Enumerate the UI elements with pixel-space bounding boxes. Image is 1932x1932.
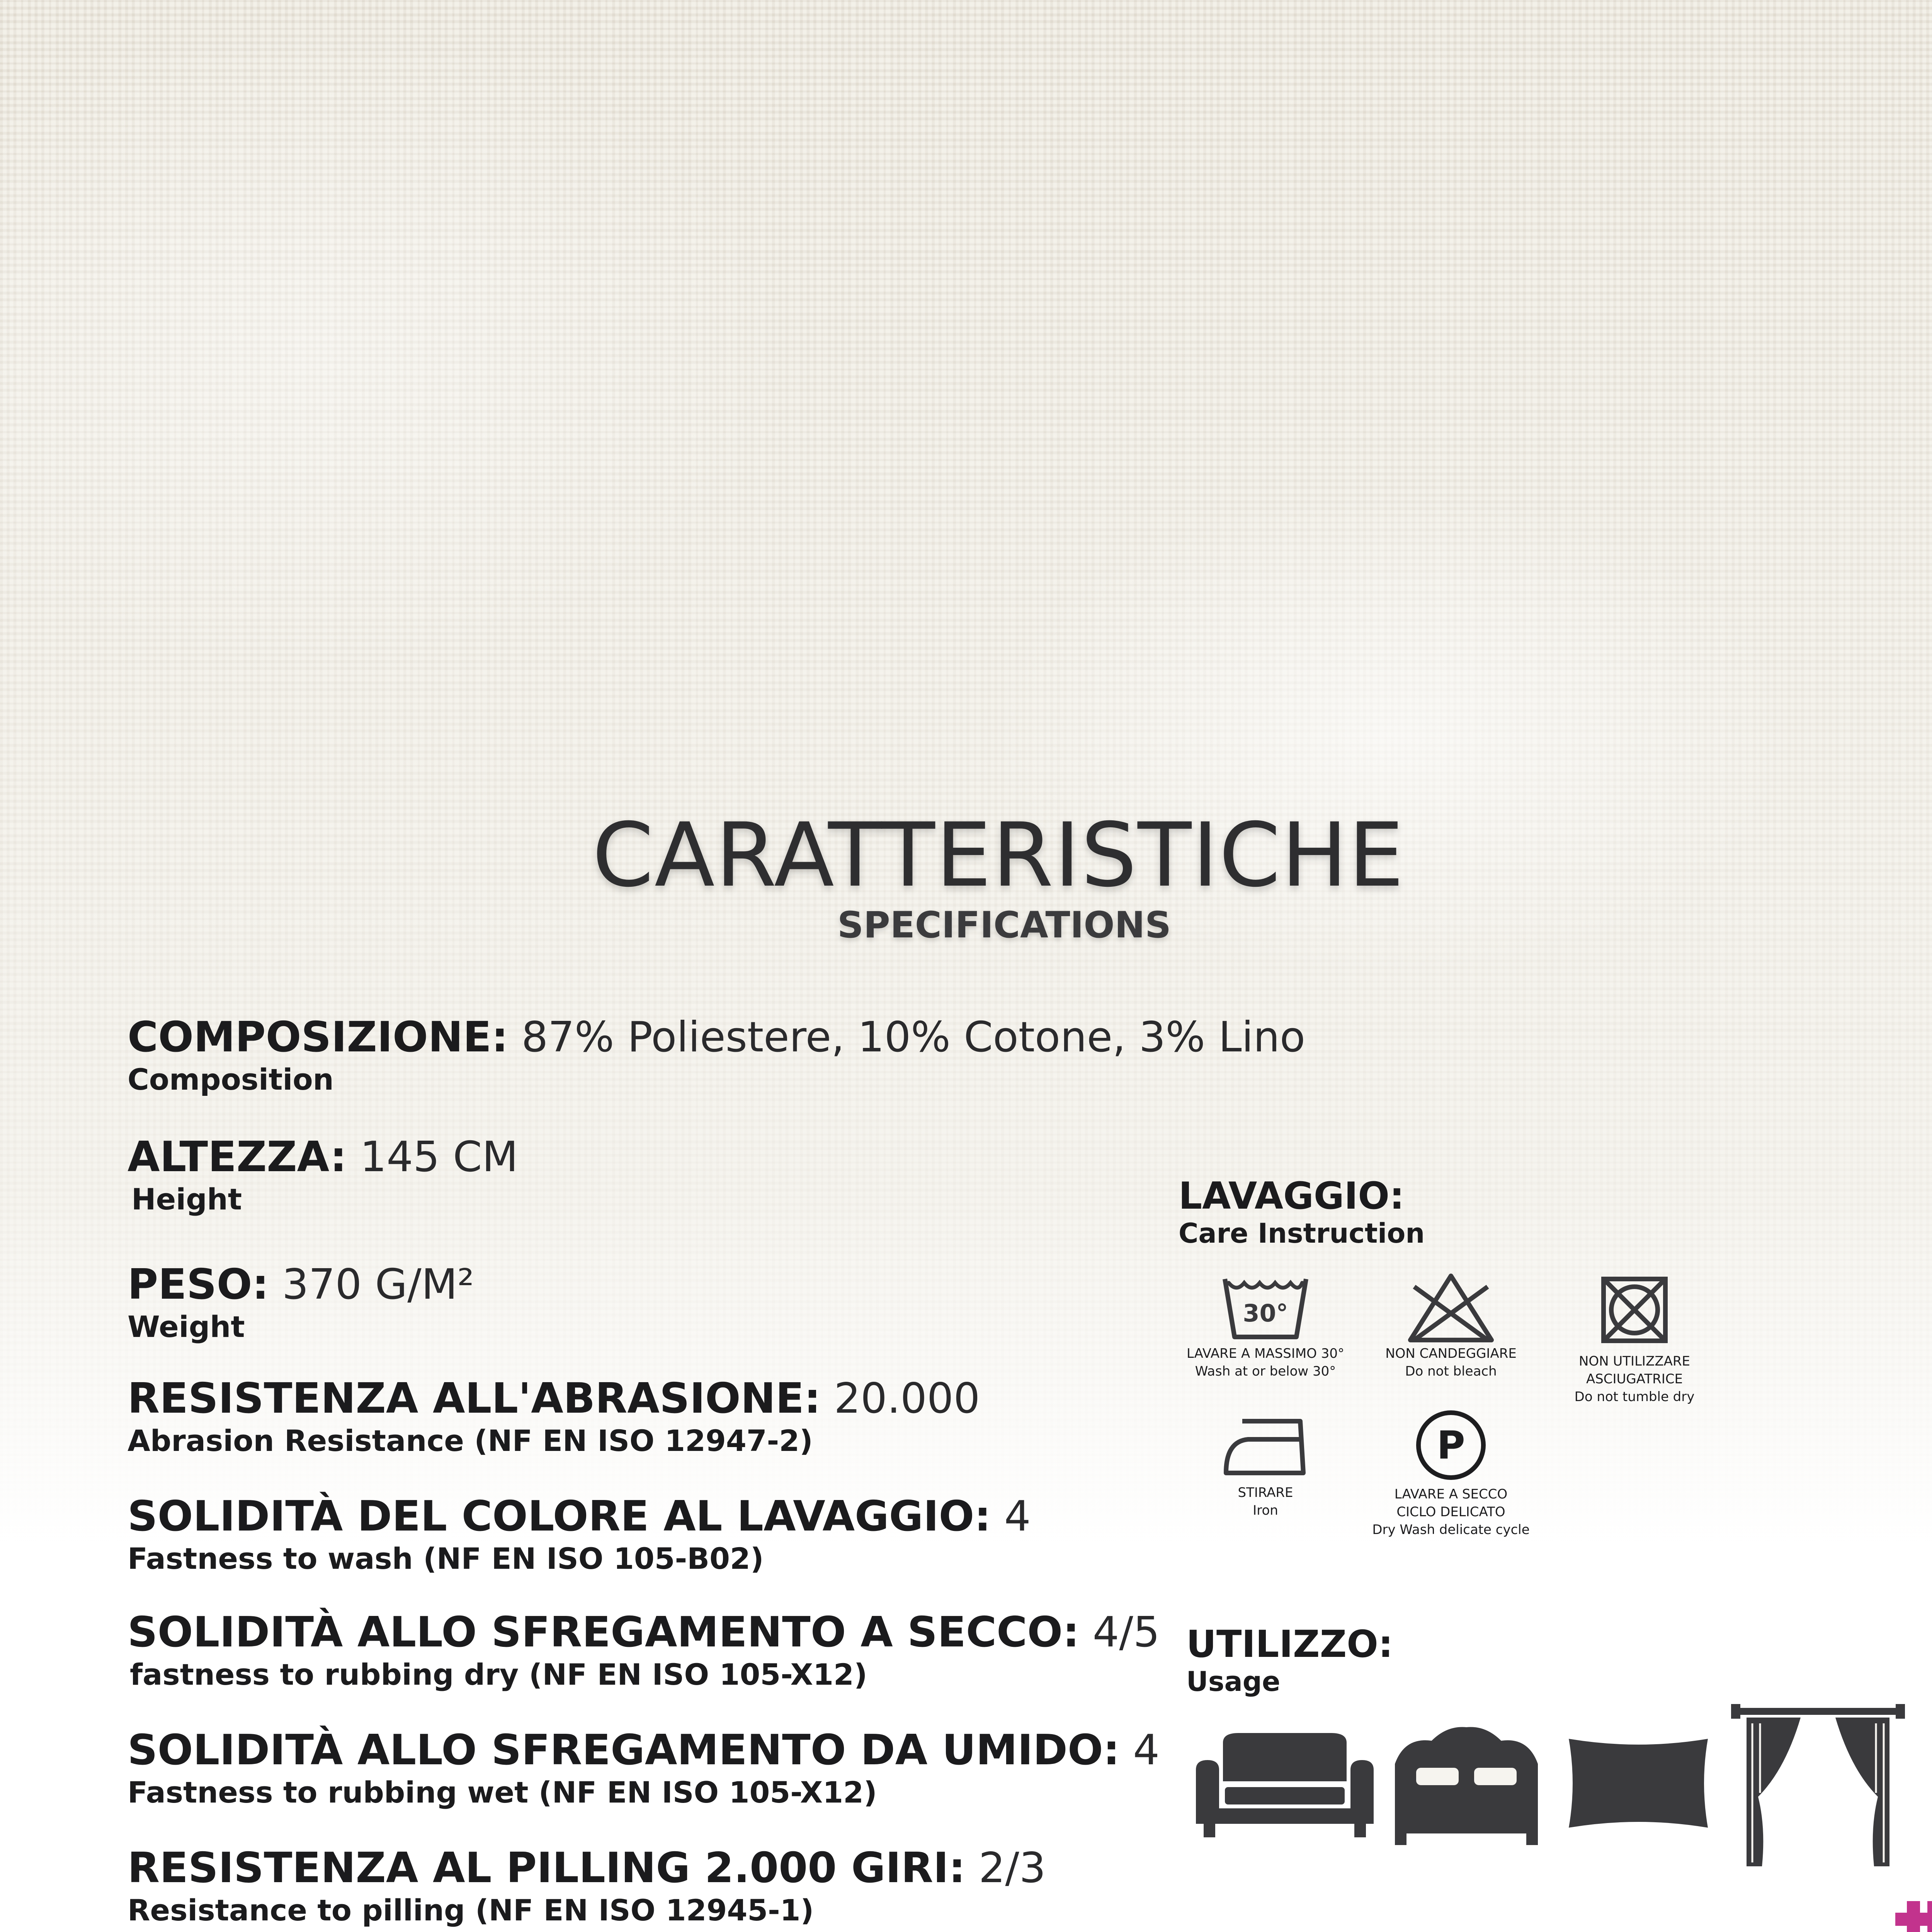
spec-value: 4 [1119,1726,1160,1774]
care-label: LAVARE A SECCO [1394,1486,1508,1502]
spec-value: 87% Poliestere, 10% Cotone, 3% Lino [508,1013,1306,1061]
spec-sub: Height [131,1182,242,1216]
spec-wash-fastness [128,1492,1031,1577]
dry-clean-glyph: P [1437,1423,1465,1468]
spec-value: 4 [991,1492,1031,1541]
spec-sub: Abrasion Resistance (NF EN ISO 12947-2) [128,1423,813,1458]
usage-header [1186,1623,1393,1698]
usage-title: UTILIZZO: [1186,1622,1393,1666]
care-label-en: Iron [1253,1503,1278,1518]
spec-label: ALTEZZA: [128,1133,347,1181]
care-label: CICLO DELICATO [1396,1504,1505,1520]
usage-subtitle: Usage [1186,1666,1281,1697]
spec-label: SOLIDITÀ ALLO SFREGAMENTO A SECCO: [128,1608,1080,1656]
no-bleach-icon [1403,1271,1499,1345]
spec-value: 20.000 [821,1374,980,1423]
spec-pilling [128,1843,1046,1929]
spec-sub: Fastness to rubbing wet (NF EN ISO 105-X12) [128,1775,877,1810]
spec-value: 2/3 [965,1844,1046,1892]
spec-sub: fastness to rubbing dry (NF EN ISO 105-X12) [130,1657,867,1692]
spec-weight [128,1260,474,1345]
brand-logo-icon [1891,1897,1932,1932]
spec-rubbing-dry [128,1607,1160,1693]
bed-icon [1389,1721,1544,1849]
spec-rubbing-wet [128,1725,1160,1811]
spec-abrasion [128,1374,980,1459]
no-tumble-dry-icon [1600,1275,1669,1345]
care-label-en: Do not bleach [1405,1364,1497,1379]
wash-30-icon [1219,1275,1312,1345]
spec-value: 4/5 [1079,1608,1160,1656]
dry-clean-p-icon [1412,1406,1490,1484]
iron-icon [1219,1414,1312,1480]
care-item-iron [1175,1414,1356,1519]
pillow-icon [1561,1731,1716,1835]
spec-label: SOLIDITÀ DEL COLORE AL LAVAGGIO: [128,1492,991,1541]
care-item-bleach [1360,1271,1542,1380]
sofa-icon [1188,1727,1381,1843]
curtain-icon [1731,1700,1905,1870]
care-header [1179,1175,1425,1250]
care-title: LAVAGGIO: [1179,1174,1405,1218]
spec-label: COMPOSIZIONE: [128,1013,509,1061]
spec-sub: Weight [128,1310,245,1344]
care-label: LAVARE A MASSIMO 30° [1186,1346,1345,1361]
care-label-en: Dry Wash delicate cycle [1372,1522,1530,1537]
wash-temp-label: 30° [1243,1299,1288,1327]
care-label: NON UTILIZZARE [1578,1354,1690,1369]
spec-label: RESISTENZA ALL'ABRASIONE: [128,1374,821,1423]
care-label-en: Do not tumble dry [1574,1389,1695,1405]
care-item-tumble [1544,1275,1725,1406]
care-label: STIRARE [1238,1485,1293,1500]
page-subtitle: SPECIFICATIONS [837,904,1171,946]
spec-height [128,1132,518,1218]
spec-sub: Resistance to pilling (NF EN ISO 12945-1) [128,1893,814,1927]
care-label: NON CANDEGGIARE [1385,1346,1517,1361]
spec-composition [128,1012,1305,1098]
spec-sub: Fastness to wash (NF EN ISO 105-B02) [128,1541,764,1576]
spec-value: 370 G/M² [269,1260,474,1309]
care-item-dry-clean [1360,1406,1542,1539]
spec-value: 145 CM [347,1133,518,1181]
spec-label: PESO: [128,1260,269,1309]
care-label: ASCIUGATRICE [1586,1371,1683,1387]
care-item-wash [1175,1275,1356,1380]
care-label-en: Wash at or below 30° [1195,1364,1336,1379]
spec-label: RESISTENZA AL PILLING 2.000 GIRI: [128,1844,966,1892]
page-title: CARATTERISTICHE [592,804,1405,906]
care-subtitle: Care Instruction [1179,1218,1425,1249]
spec-label: SOLIDITÀ ALLO SFREGAMENTO DA UMIDO: [128,1726,1120,1774]
spec-sub: Composition [128,1062,334,1097]
